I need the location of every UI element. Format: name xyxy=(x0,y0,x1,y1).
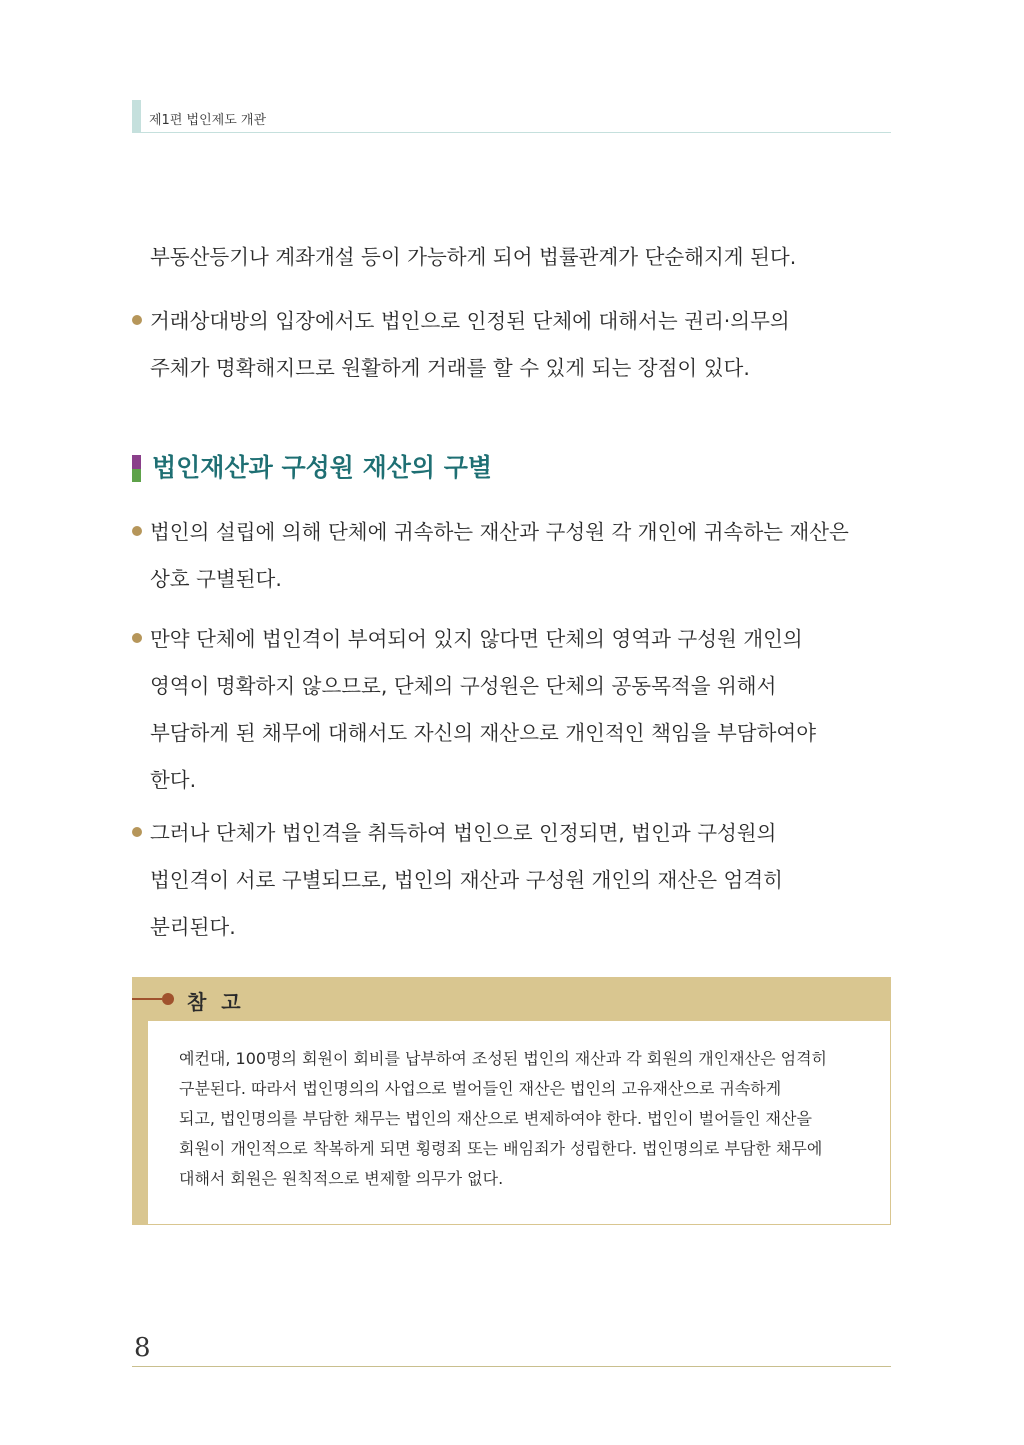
bullet-dot-icon xyxy=(132,633,142,643)
bullet-paragraph xyxy=(132,509,892,603)
header-title: 제1편 법인제도 개관 xyxy=(149,113,266,128)
bullet-dot-icon xyxy=(132,315,142,325)
paragraph-line: 분리된다. xyxy=(150,915,236,939)
paragraph-line: 부담하게 된 채무에 대해서도 자신의 재산으로 개인적인 책임을 부담하여야 xyxy=(150,721,817,745)
reference-line: 회원이 개인적으로 착복하게 되면 횡령죄 또는 배임죄가 성립한다. 법인명의로 부담한 채무에 xyxy=(179,1139,823,1158)
paragraph-line: 그러나 단체가 법인격을 취득하여 법인으로 인정되면, 법인과 구성원의 xyxy=(150,821,777,845)
reference-line: 예컨대, 100명의 회원이 회비를 납부하여 조성된 법인의 재산과 각 회원의 개인재산은 엄격히 xyxy=(179,1049,827,1068)
reference-title: 참 고 xyxy=(187,990,245,1014)
reference-line: 대해서 회원은 원칙적으로 변제할 의무가 없다. xyxy=(179,1169,504,1188)
paragraph-line: 거래상대방의 입장에서도 법인으로 인정된 단체에 대해서는 권리·의무의 xyxy=(150,309,790,333)
paragraph-line: 만약 단체에 법인격이 부여되어 있지 않다면 단체의 영역과 구성원 개인의 xyxy=(150,627,803,651)
bullet-paragraph xyxy=(132,616,892,804)
header-accent-bar xyxy=(132,100,141,133)
reference-box xyxy=(132,977,891,1225)
header-rule xyxy=(132,132,891,133)
bullet-paragraph xyxy=(132,298,892,392)
bullet-dot-icon xyxy=(132,526,142,536)
reference-dot-icon xyxy=(162,993,174,1005)
paragraph-line: 법인격이 서로 구별되므로, 법인의 재산과 구성원 개인의 재산은 엄격히 xyxy=(150,868,783,892)
reference-line: 구분된다. 따라서 법인명의의 사업으로 벌어들인 재산은 법인의 고유재산으로 귀속하게 xyxy=(179,1079,782,1098)
reference-box-header xyxy=(132,977,891,1021)
footer-rule xyxy=(132,1366,891,1367)
section-title: 법인재산과 구성원 재산의 구별 xyxy=(152,453,493,482)
reference-text xyxy=(179,1044,879,1194)
paragraph-line: 상호 구별된다. xyxy=(150,567,282,591)
running-header xyxy=(132,100,891,133)
paragraph-line: 한다. xyxy=(150,768,197,792)
paragraph-line: 부동산등기나 계좌개설 등이 가능하게 되어 법률관계가 단순해지게 된다. xyxy=(150,245,797,269)
continuation-paragraph xyxy=(132,234,892,281)
paragraph-line: 주체가 명확해지므로 원활하게 거래를 할 수 있게 되는 장점이 있다. xyxy=(150,356,750,380)
paragraph-line: 법인의 설립에 의해 단체에 귀속하는 재산과 구성원 각 개인에 귀속하는 재산은 xyxy=(150,520,849,544)
paragraph-line: 영역이 명확하지 않으므로, 단체의 구성원은 단체의 공동목적을 위해서 xyxy=(150,674,777,698)
reference-line-icon xyxy=(132,998,162,1000)
reference-side-bar xyxy=(132,1021,148,1225)
section-marker-icon xyxy=(132,455,141,482)
bullet-dot-icon xyxy=(132,827,142,837)
reference-line: 되고, 법인명의를 부담한 채무는 법인의 재산으로 변제하여야 한다. 법인이 벌어들인 재산을 xyxy=(179,1109,812,1128)
page-number: 8 xyxy=(134,1333,151,1363)
bullet-paragraph xyxy=(132,810,892,951)
